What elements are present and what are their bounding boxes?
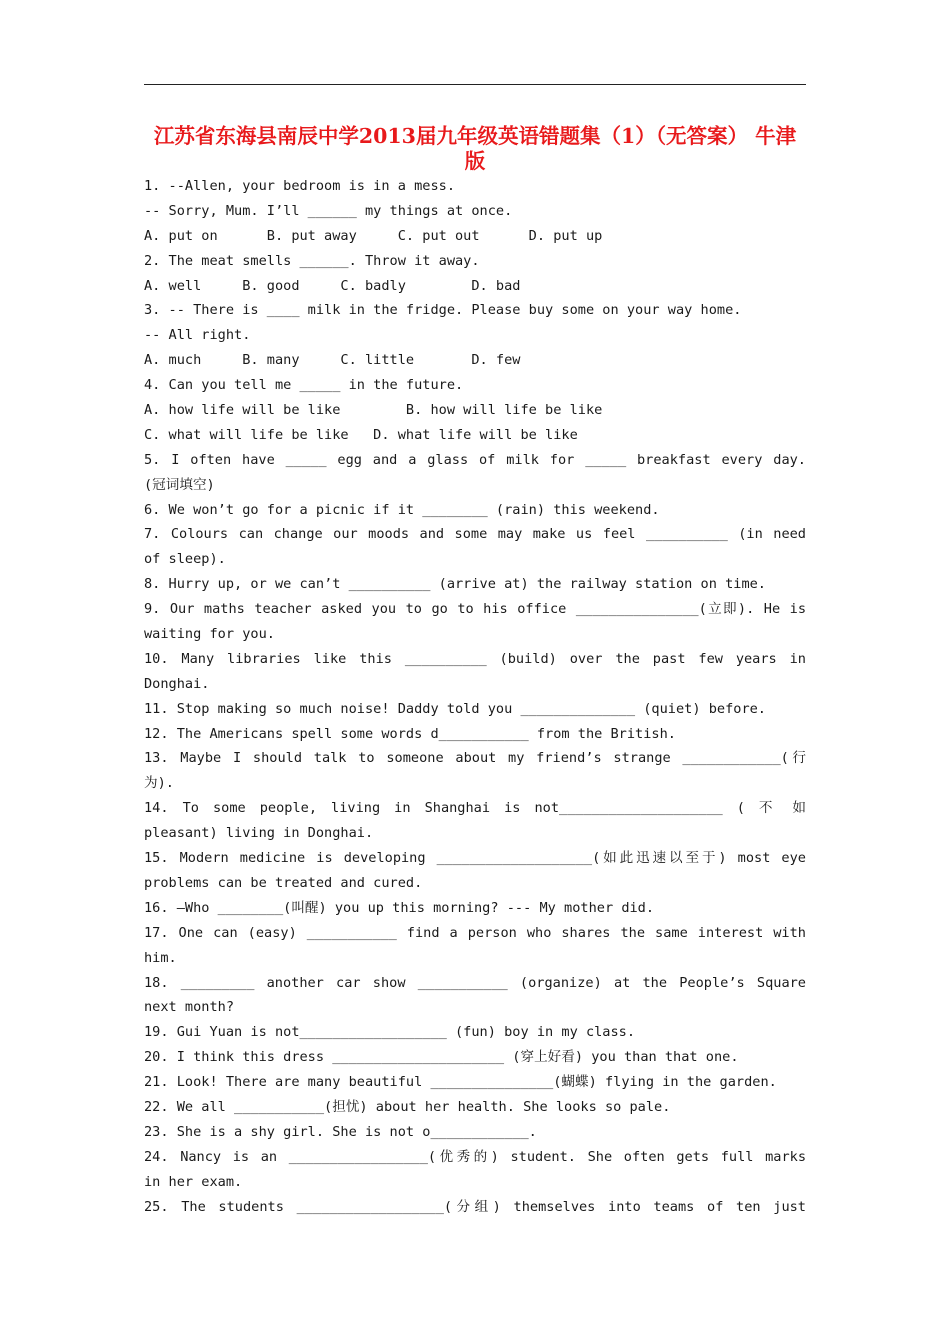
text-line: 22. We all ___________(担忧) about her health. She looks so pale. (144, 1098, 671, 1115)
document-title: 江苏省东海县南辰中学2013届九年级英语错题集（1）（无答案） 牛津版 (153, 124, 797, 173)
text-line: in her exam. (144, 1173, 243, 1190)
text-line: 1. --Allen, your bedroom is in a mess. (144, 178, 455, 194)
text-line: 18. _________ another car show ___________ (organize) at the People’s Square (144, 974, 806, 991)
text-line: 16. –Who ________(叫醒) you up this morning? --- My mother did. (144, 899, 655, 916)
text-line: 21. Look! There are many beautiful _______________(蝴蝶) flying in the garden. (144, 1074, 777, 1091)
exercise-list (144, 174, 806, 1219)
text-line: 25. The students __________________(分组) themselves into teams of ten just (144, 1198, 806, 1215)
text-line: C. what will life be like D. what life will be like (144, 426, 578, 443)
text-line: 11. Stop making so much noise! Daddy told you ______________ (quiet) before. (144, 700, 766, 717)
text-line: 4. Can you tell me _____ in the future. (144, 377, 464, 394)
text-line: 6. We won’t go for a picnic if it ________ (rain) this weekend. (144, 501, 660, 518)
text-line: 19. Gui Yuan is not__________________ (fun) boy in my class. (144, 1024, 636, 1041)
text-line: 为). (144, 775, 174, 792)
text-line: A. much B. many C. little D. few (144, 352, 521, 369)
text-line: 7. Colours can change our moods and some may make us feel __________ (in need (144, 526, 806, 543)
text-line: of sleep). (144, 551, 226, 568)
text-line: -- Sorry, Mum. I’ll ______ my things at once. (144, 202, 513, 219)
text-line: 13. Maybe I should talk to someone about my friend’s strange ____________(行 (144, 750, 806, 767)
text-line: Donghai. (144, 675, 210, 692)
text-line: 9. Our maths teacher asked you to go to his office _______________(立即). He is (144, 601, 806, 618)
text-line: A. how life will be like B. how will life be like (144, 402, 603, 419)
text-line: 5. I often have _____ egg and a glass of milk for _____ breakfast every day. (144, 451, 806, 468)
text-line: 3. -- There is ____ milk in the fridge. Please buy some on your way home. (144, 302, 742, 319)
text-line: problems can be treated and cured. (144, 874, 423, 891)
text-line: 8. Hurry up, or we can’t __________ (arrive at) the railway station on time. (144, 576, 766, 593)
text-line: 12. The Americans spell some words d___________ from the British. (144, 725, 676, 742)
text-line: (冠词填空) (144, 476, 215, 493)
text-line: 10. Many libraries like this __________ (build) over the past few years in (144, 650, 806, 667)
text-line: him. (144, 949, 177, 966)
text-line: 20. I think this dress _____________________ (穿上好看) you than that one. (144, 1049, 739, 1066)
text-line: A. well B. good C. badly D. bad (144, 277, 521, 294)
text-line: -- All right. (144, 327, 251, 344)
text-line: waiting for you. (144, 626, 275, 643)
text-line: 24. Nancy is an _________________(优秀的) student. She often gets full marks (144, 1148, 806, 1165)
text-line: 15. Modern medicine is developing ___________________(如此迅速以至于) most eye (144, 850, 806, 867)
text-line: 17. One can (easy) ___________ find a person who shares the same interest with (144, 924, 806, 941)
text-line: pleasant) living in Donghai. (144, 825, 374, 842)
text-line: 2. The meat smells ______. Throw it away. (144, 252, 480, 269)
text-line: 14. To some people, living in Shanghai is not____________________ ( 不 如 (144, 800, 806, 817)
header-rule (144, 84, 806, 85)
text-line: A. put on B. put away C. put out D. put up (144, 227, 603, 244)
text-line: next month? (144, 999, 235, 1016)
text-line: 23. She is a shy girl. She is not o____________. (144, 1123, 537, 1140)
